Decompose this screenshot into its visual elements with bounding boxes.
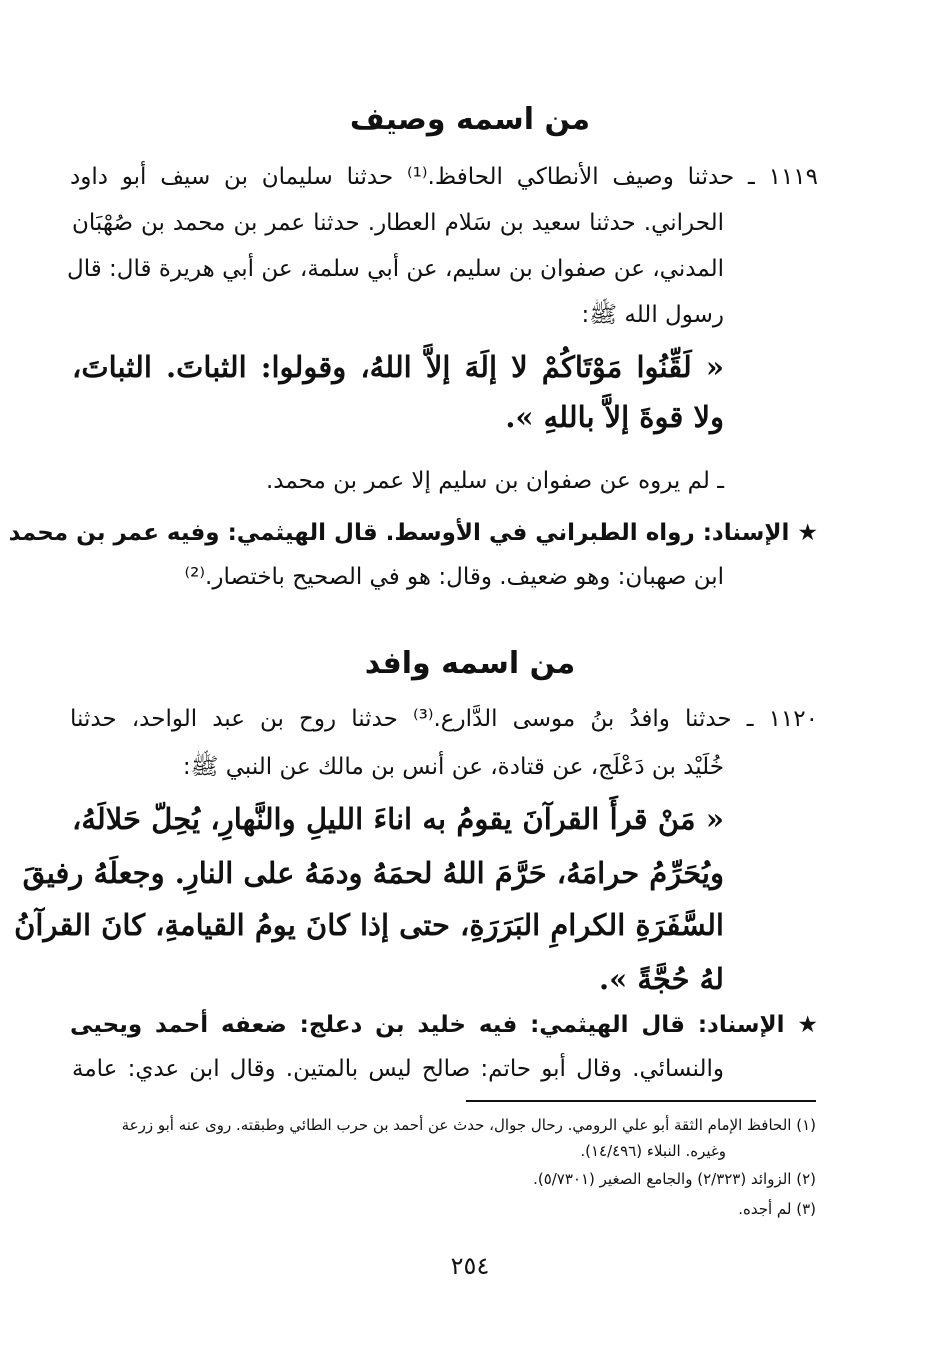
section-heading-wafid: من اسمه وافد [364,646,576,681]
hadith-1119-text-line-2: ولا قوةَ إلاَّ باللهِ ». [505,400,724,434]
section-heading-wasif: من اسمه وصيف [349,102,591,137]
hadith-1120-line-1: ١١٢٠ ـ حدثنا وافدُ بنُ موسى الدَّارع.⁽³⁾ حدثنا روح بن عبد الواحد، حدثنا [70,706,818,732]
hadith-1119-isnad-line-1: ★ الإسناد: رواه الطبراني في الأوسط. قال الهيثمي: وفيه عمر بن محمد [8,520,818,546]
hadith-1119-line-3: المدني، عن صفوان بن سليم، عن أبي سلمة، عن أبي هريرة قال: قال [67,256,724,282]
hadith-1120-isnad-line-2: والنسائي. وقال أبو حاتم: صالح ليس بالمتين. وقال ابن عدي: عامة [72,1056,724,1082]
hadith-1120-text-line-4: لهُ حُجَّةً ». [599,962,724,996]
hadith-1119-isnad-line-2: ابن صهبان: وهو ضعيف. وقال: هو في الصحيح باختصار.⁽²⁾ [184,564,724,590]
footnote-1-line-2: وغيره. النبلاء (١٤/٤٩٦). [580,1142,726,1160]
hadith-1120-isnad-line-1: ★ الإسناد: قال الهيثمي: فيه خليد بن دعلج: ضعفه أحمد ويحيى [70,1012,818,1038]
hadith-1120-text-line-3: السَّفَرَةِ الكرامِ البَرَرَةِ، حتى إذا كانَ يومُ القيامةِ، كانَ القرآنُ [14,908,724,942]
hadith-1119-note: ـ لم يروه عن صفوان بن سليم إلا عمر بن محمد. [266,468,724,494]
footnote-1-line-1: (١) الحافظ الإمام الثقة أبو علي الرومي. رحال جوال، حدث عن أحمد بن حرب الطائي وطبقته. روى عنه أبو زرعة [121,1116,816,1134]
hadith-1120-line-2: خُلَيْد بن دَعْلَج، عن قتادة، عن أنس بن مالك عن النبي ﷺ: [182,754,724,780]
hadith-1119-line-1: ١١١٩ ـ حدثنا وصيف الأنطاكي الحافظ.⁽¹⁾ حدثنا سليمان بن سيف أبو داود [70,164,819,190]
footnote-2: (٢) الزوائد (٢/٣٢٣) والجامع الصغير (٥/٧٣٠١). [533,1170,816,1188]
hadith-1119-text-line-1: « لَقِّنُوا مَوْتَاكُمْ لا إلَهَ إلاَّ اللهُ، وقولوا: الثباتَ. الثباتَ، [72,350,724,384]
footnote-3: (٣) لم أجده. [738,1200,816,1218]
hadith-1119-line-2: الحراني. حدثنا سعيد بن سَلام العطار. حدثنا عمر بن محمد بن صُهْبَان [72,210,724,236]
hadith-1120-text-line-2: ويُحَرِّمُ حرامَهُ، حَرَّمَ اللهُ لحمَهُ ودمَهُ على النارِ. وجعلَهُ رفيقَ [22,856,724,890]
hadith-1120-text-line-1: « مَنْ قرأَ القرآنَ يقومُ به اناءَ الليلِ والنَّهارِ، يُحِلّ حَلالَهُ، [72,802,724,836]
hadith-1119-line-4: رسول الله ﷺ: [581,302,724,328]
page-number: ٢٥٤ [450,1252,490,1280]
footnote-divider [466,1100,816,1102]
